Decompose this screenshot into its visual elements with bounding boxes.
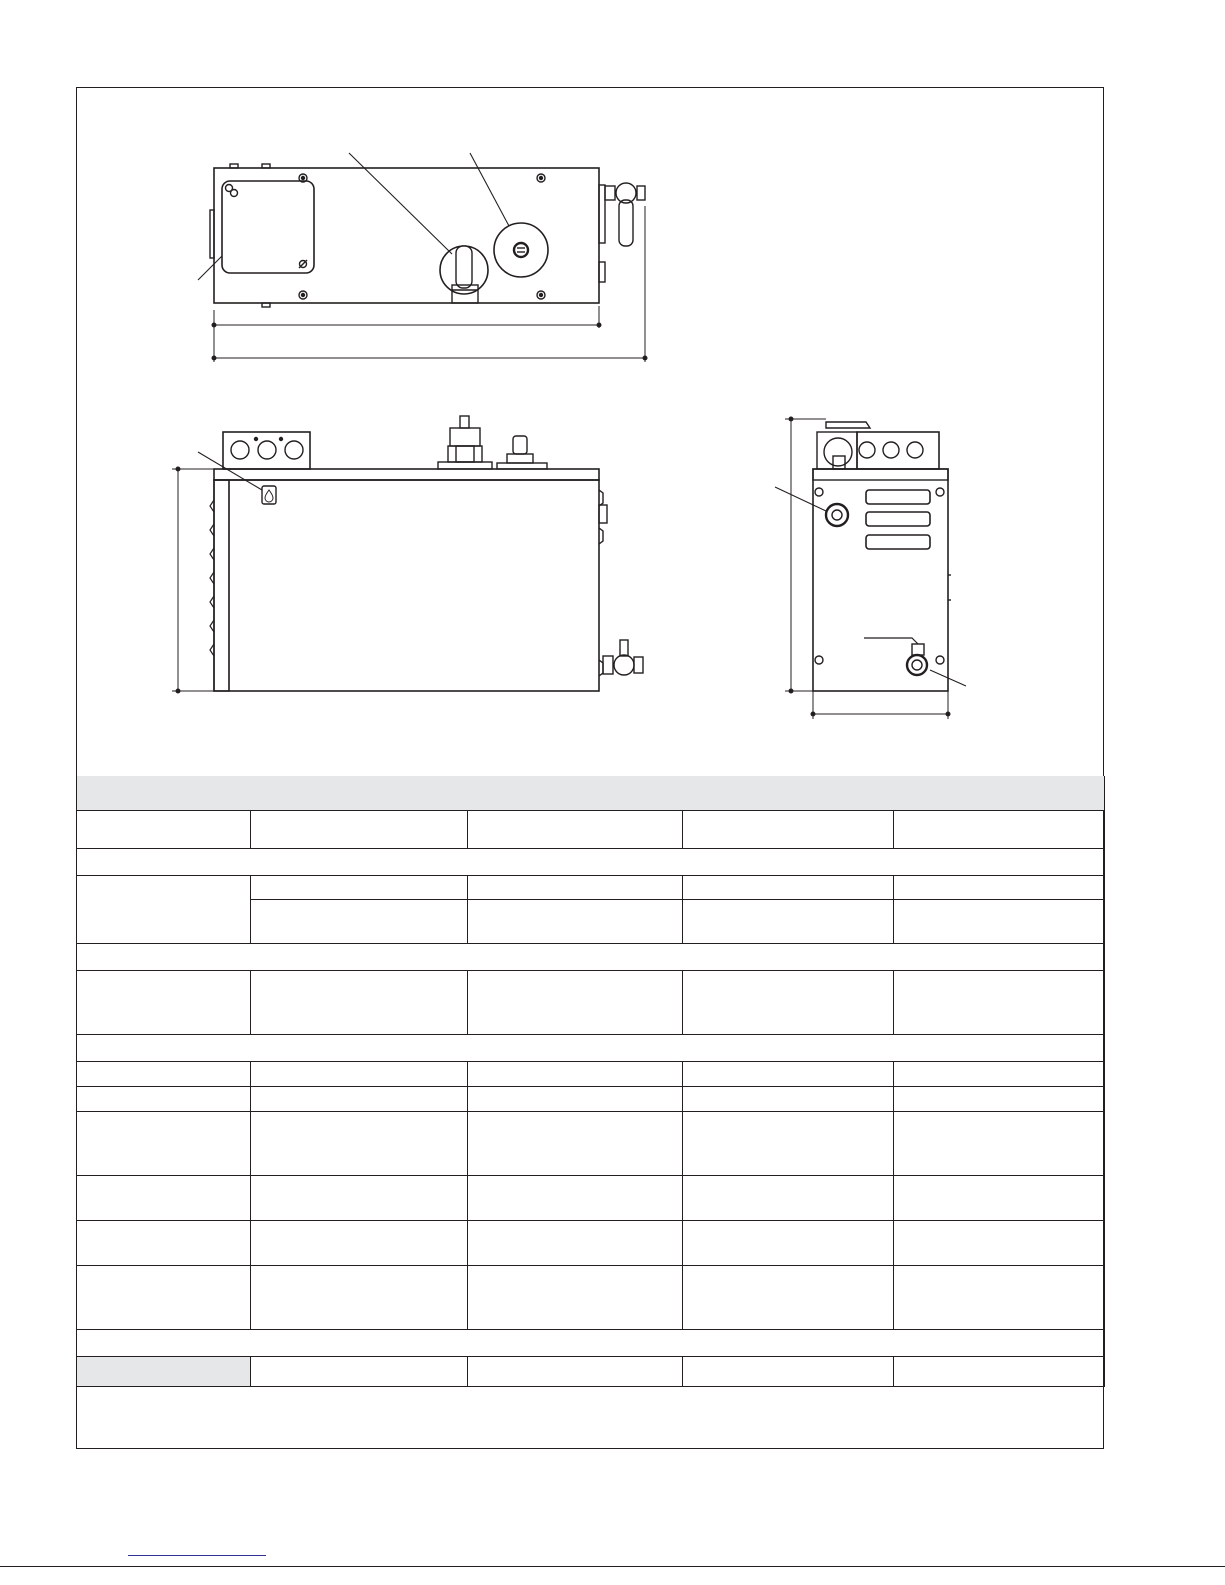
- table-cell: [77, 1221, 251, 1266]
- front-view: [172, 416, 643, 693]
- nameplate-icon: [262, 486, 276, 504]
- table-cell: [683, 1062, 894, 1087]
- table-cell: [683, 811, 894, 849]
- table-cell: [683, 971, 894, 1035]
- table-cell: [468, 1266, 683, 1330]
- table-row: [77, 1062, 1105, 1087]
- table-cell: [468, 876, 683, 900]
- table-cell: [77, 1266, 251, 1330]
- table-cell: [251, 1087, 468, 1112]
- steam-outlet-icon: [440, 246, 488, 303]
- table-cell: [251, 1221, 468, 1266]
- table-cell: [683, 1176, 894, 1221]
- table-section-row: [77, 849, 1105, 876]
- table-cell: [77, 1062, 251, 1087]
- table-cell: [894, 900, 1105, 944]
- table-cell: [251, 1112, 468, 1176]
- table-cell: [468, 1087, 683, 1112]
- table-row: [77, 1221, 1105, 1266]
- table-cell: [251, 1357, 468, 1387]
- table-row: [77, 1087, 1105, 1112]
- table-row: [77, 876, 1105, 900]
- control-box-icon: [222, 181, 314, 273]
- table-cell: [894, 1266, 1105, 1330]
- table-cell: [468, 811, 683, 849]
- top-view: [198, 153, 647, 362]
- table-cell: [77, 876, 251, 944]
- table-footnote: [76, 1385, 1104, 1449]
- table-cell: [251, 1062, 468, 1087]
- table-cell: [77, 971, 251, 1035]
- ball-valve-icon: [605, 183, 645, 246]
- table-cell: [683, 1112, 894, 1176]
- table-cell: [468, 1176, 683, 1221]
- table-cell: [894, 1221, 1105, 1266]
- table-cell: [468, 971, 683, 1035]
- table-cell: [251, 1266, 468, 1330]
- table-cell-shaded: [77, 1357, 251, 1387]
- specifications-table: [76, 776, 1105, 1387]
- table-row: [77, 1112, 1105, 1176]
- table-cell: [894, 876, 1105, 900]
- table-section-row: [77, 944, 1105, 971]
- side-view: [775, 417, 966, 719]
- table-cell: [251, 876, 468, 900]
- drain-valve-icon: [603, 640, 643, 675]
- table-cell: [683, 876, 894, 900]
- table-cell: [251, 971, 468, 1035]
- technical-drawings: [0, 0, 1225, 780]
- footer-rule: [0, 1566, 1225, 1567]
- footer-link[interactable]: [128, 1555, 266, 1556]
- table-cell: [683, 1266, 894, 1330]
- table-title-band: [77, 776, 1105, 811]
- table-header-row: [77, 811, 1105, 849]
- table-cell: [468, 1062, 683, 1087]
- table-cell: [894, 1176, 1105, 1221]
- table-cell: [468, 1112, 683, 1176]
- table-row: [77, 971, 1105, 1035]
- table-cell: [468, 900, 683, 944]
- table-cell: [77, 1112, 251, 1176]
- table-section-row: [77, 1330, 1105, 1357]
- pressure-gauge-icon: [494, 223, 548, 277]
- table-cell: [77, 1087, 251, 1112]
- table-cell: [468, 1221, 683, 1266]
- table-cell: [77, 1176, 251, 1221]
- table-cell: [468, 1357, 683, 1387]
- table-cell: [894, 1357, 1105, 1387]
- table-cell: [894, 971, 1105, 1035]
- table-cell: [894, 1112, 1105, 1176]
- table-cell: [683, 1357, 894, 1387]
- table-row: [77, 1266, 1105, 1330]
- table-cell: [683, 1221, 894, 1266]
- table-cell: [683, 900, 894, 944]
- table-cell: [894, 1087, 1105, 1112]
- table-cell: [251, 1176, 468, 1221]
- table-row: [77, 1176, 1105, 1221]
- table-cell: [251, 811, 468, 849]
- table-row: [77, 1357, 1105, 1387]
- table-cell: [894, 811, 1105, 849]
- table-cell: [683, 1087, 894, 1112]
- table-cell: [251, 900, 468, 944]
- table-section-row: [77, 1035, 1105, 1062]
- table-cell: [77, 811, 251, 849]
- table-cell: [894, 1062, 1105, 1087]
